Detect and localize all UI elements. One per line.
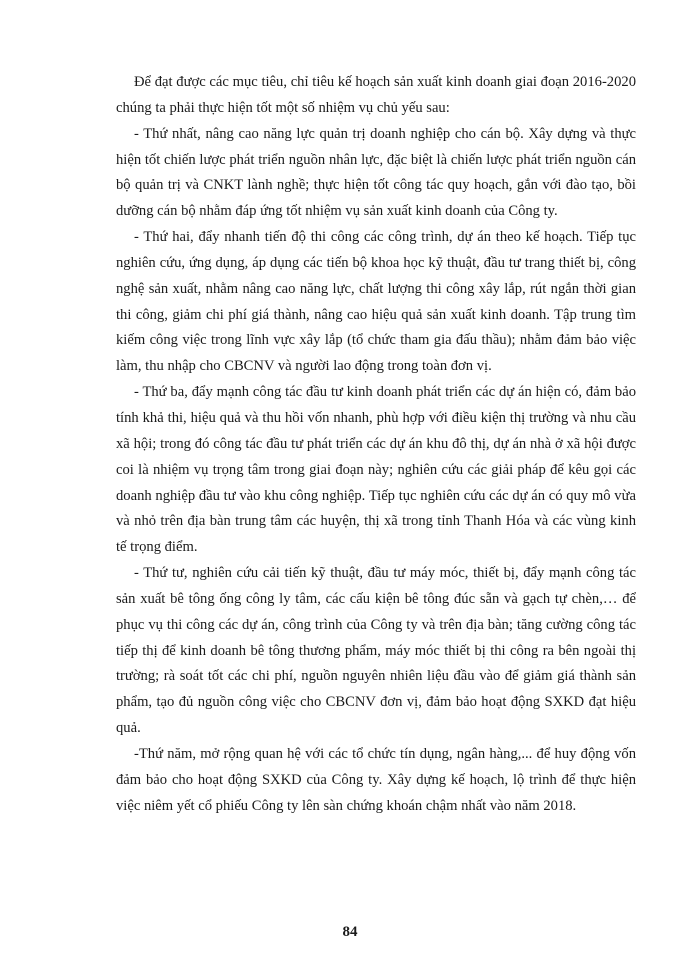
paragraph-second-task: - Thứ hai, đẩy nhanh tiến độ thi công các công trình, dự án theo kế hoạch. Tiếp tục nghiên cứu, ứng dụng, áp dụng các tiến bộ khoa học kỹ thuật, đầu tư trang thiết bị, công nghệ sản xuất, nhằm nâng cao năng lực, chất lượng thi công xây lắp, rút ngắn thời gian thi công, giảm chi phí giá thành, nâng cao hiệu quả sản xuất kinh doanh. Tập trung tìm kiếm công việc trong lĩnh vực xây lắp (tổ chức tham gia đấu thầu); nhằm đảm bảo việc làm, thu nhập cho CBCNV và người lao động trong toàn đơn vị. bbox=[116, 229, 636, 375]
body-text bbox=[116, 70, 636, 819]
page-number: 84 bbox=[342, 924, 358, 940]
paragraph-first-task: - Thứ nhất, nâng cao năng lực quản trị doanh nghiệp cho cán bộ. Xây dựng và thực hiện tốt chiến lược phát triển nguồn nhân lực, đặc biệt là chiến lược phát triển nguồn cán bộ quản trị và CNKT lành nghề; thực hiện tốt công tác quy hoạch, gắn với đào tạo, bồi dưỡng cán bộ nhằm đáp ứng tốt nhiệm vụ sản xuất kinh doanh của Công ty. bbox=[116, 125, 636, 220]
paragraph-fifth-task: -Thứ năm, mở rộng quan hệ với các tổ chức tín dụng, ngân hàng,... để huy động vốn đảm bảo cho hoạt động SXKD của Công ty. Xây dựng kế hoạch, lộ trình để thực hiện việc niêm yết cổ phiếu Công ty lên sàn chứng khoán chậm nhất vào năm 2018. bbox=[116, 745, 636, 814]
paragraph-third-task: - Thứ ba, đẩy mạnh công tác đầu tư kinh doanh phát triển các dự án hiện có, đảm bảo tính khả thi, hiệu quả và thu hồi vốn nhanh, phù hợp với điều kiện thị trường và nhu cầu xã hội; trong đó công tác đầu tư phát triển các dự án khu đô thị, dự án nhà ở xã hội được coi là nhiệm vụ trọng tâm trong giai đoạn này; nghiên cứu các giải pháp để kêu gọi các doanh nghiệp đầu tư vào khu công nghiệp. Tiếp tục nghiên cứu các dự án có quy mô vừa và nhỏ trên địa bàn trung tâm các huyện, thị xã trong tỉnh Thanh Hóa và các vùng kinh tế trọng điểm. bbox=[116, 384, 636, 556]
paragraph-intro: Để đạt được các mục tiêu, chỉ tiêu kế hoạch sản xuất kinh doanh giai đoạn 2016-2020 chúng ta phải thực hiện tốt một số nhiệm vụ chủ yếu sau: bbox=[116, 74, 636, 116]
paragraph-fourth-task: - Thứ tư, nghiên cứu cải tiến kỹ thuật, đầu tư máy móc, thiết bị, đẩy mạnh công tác sản xuất bê tông ống công ly tâm, các cấu kiện bê tông đúc sẵn và gạch tự chèn,… để phục vụ thi công các dự án, công trình của Công ty và trên địa bàn; tăng cường công tác tiếp thị để kinh doanh bê tông thương phẩm, máy móc thiết bị thi công ra bên ngoài thị trường; rà soát tốt các chi phí, nguồn nguyên nhiên liệu đầu vào để giảm giá thành sản phẩm, tạo đủ nguồn công việc cho CBCNV đơn vị, đảm bảo hoạt động SXKD đạt hiệu quả. bbox=[116, 565, 636, 737]
